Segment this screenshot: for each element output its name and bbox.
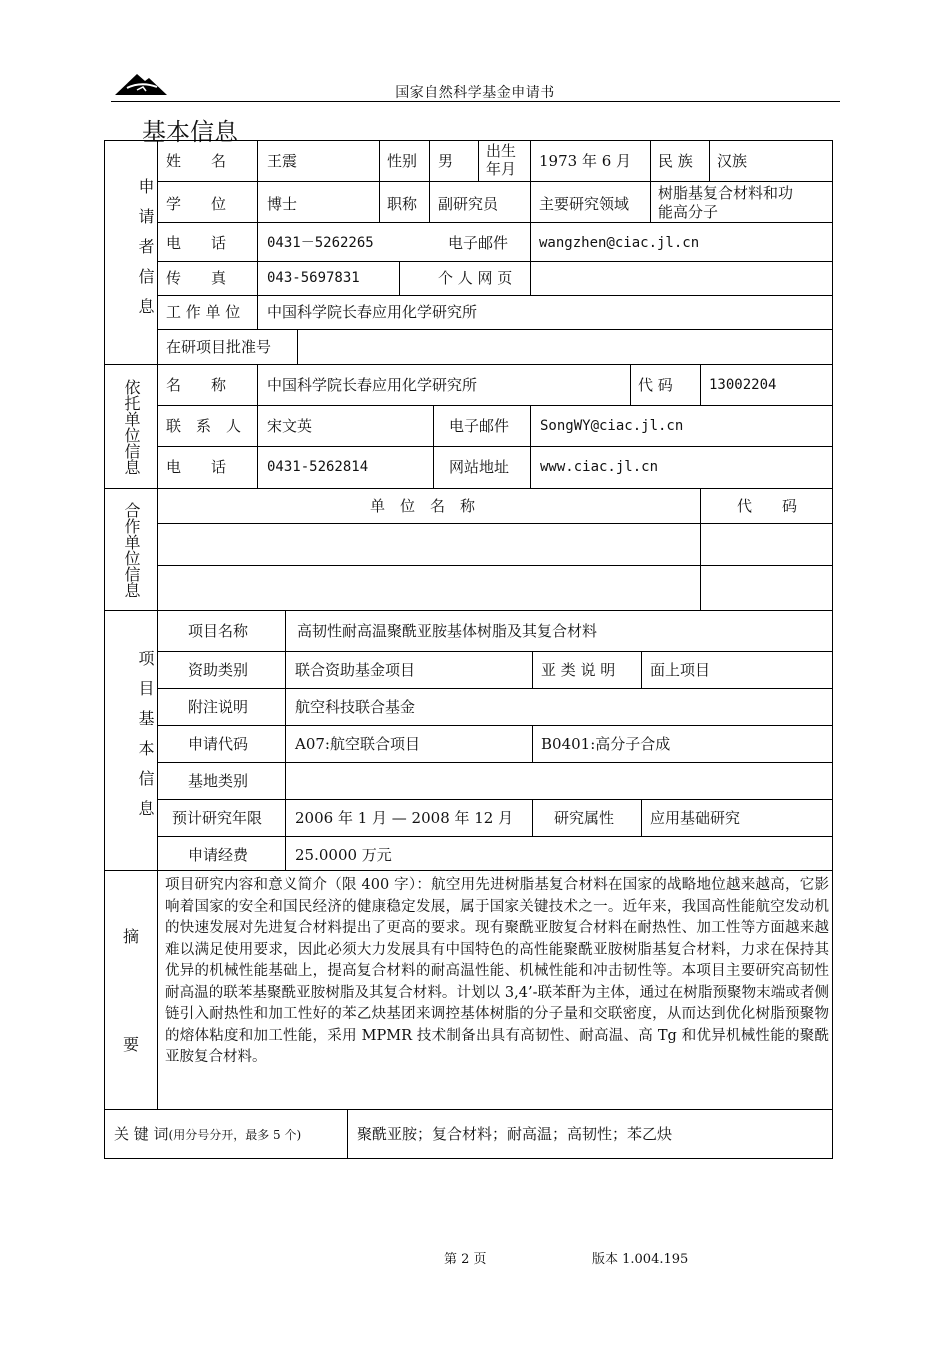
project-name-label: 项目名称: [188, 622, 249, 640]
project-attribute: 应用基础研究: [650, 809, 741, 827]
keywords-value: 聚酰亚胺；复合材料；耐高温；高韧性；苯乙炔: [357, 1125, 673, 1143]
header-title: 国家自然科学基金申请书: [395, 85, 555, 101]
institution-website-label: 网站地址: [449, 458, 510, 476]
institution-contact: 宋文英: [267, 417, 313, 435]
applicant-name: 王震: [267, 152, 298, 170]
project-period: 2006 年 1 月 — 2008 年 12 月: [295, 809, 514, 827]
institution-name: 中国科学院长春应用化学研究所: [267, 376, 478, 394]
partners-group-label: 合作单位信息: [122, 502, 141, 598]
abstract-label-top: 摘: [123, 927, 140, 946]
institution-code: 13002204: [709, 377, 777, 393]
applicant-phone-label: 电 话: [166, 234, 227, 252]
abstract-heading: 项目研究内容和意义简介（限 400 字）: [165, 877, 417, 893]
applicant-field-line-1: 树脂基复合材料和功: [658, 184, 794, 202]
institution-code-label: 代 码: [638, 376, 673, 394]
applicant-workplace: 中国科学院长春应用化学研究所: [267, 303, 478, 321]
applicant-field-label: 主要研究领域: [539, 195, 630, 213]
project-note-label: 附注说明: [188, 698, 249, 716]
applicant-email-label: 电子邮件: [448, 234, 509, 252]
keywords-label: 关 键 词(用分号分开，最多 5 个): [114, 1125, 302, 1143]
institution-group-label: 依托单位信息: [122, 379, 141, 475]
applicant-title-label: 职称: [387, 195, 418, 213]
applicant-field-line-2: 能高分子: [658, 203, 719, 221]
abstract-body: ：航空用先进树脂基复合材料在国家的战略地位越来越高，它影响着国家的安全和国民经济的健康稳定发展，属于国家关键技术之一。近年来，我国高性能航空发动机的快速发展对先进复合材料提出了更高的要求。现有聚酰亚胺复合材料在耐热性、加工性等方面越来越难以满足使用要求，因此必须大力发展具有中国特色的高性能聚酰亚胺树脂基复合材料，力求在保持其优异的机械性能基础上，提高复合材料的耐高温性能、机械性能和冲击韧性等。本项目主要研究高韧性耐高温的联苯基聚酰亚胺树脂及其复合材料。计划以 3,4’-联苯酐为主体，通过在树脂预聚物末端或者侧链引入耐热性和加工性好的苯乙炔基团来调控基体树脂的分子量和交联密度，从而达到优化树脂预聚物的熔体粘度和加工性能，采用 MPMR 技术制备出具有高韧性、耐高温、高 Tg 和优异机械性能的聚酰亚胺复合材料。: [165, 877, 829, 1065]
applicant-group-label: 申请者信息: [136, 178, 155, 328]
institution-website: www.ciac.jl.cn: [540, 459, 659, 475]
applicant-birth-label-2: 年月: [486, 160, 517, 178]
project-group-label: 项目基本信息: [136, 650, 155, 830]
applicant-name-label: 姓 名: [166, 152, 227, 170]
institution-name-label: 名 称: [166, 376, 227, 394]
applicant-fax: 043-5697831: [267, 270, 360, 286]
project-subclass-label: 亚 类 说 明: [541, 661, 616, 679]
project-base-label: 基地类别: [188, 772, 249, 790]
applicant-ethnicity-label: 民 族: [658, 152, 693, 170]
project-funding-label: 资助类别: [188, 661, 249, 679]
applicant-email: wangzhen@ciac.jl.cn: [539, 235, 700, 251]
abstract-label-bottom: 要: [123, 1035, 140, 1054]
applicant-title: 副研究员: [438, 195, 499, 213]
applicant-gender: 男: [438, 152, 454, 170]
applicant-phone: 0431－5262265: [267, 235, 374, 251]
applicant-workplace-label: 工 作 单 位: [166, 303, 241, 321]
applicant-block: [104, 140, 833, 365]
institution-email-label: 电子邮件: [449, 417, 510, 435]
abstract-text: [165, 875, 829, 1069]
project-code-label: 申请代码: [188, 735, 249, 753]
project-budget: 25.0000 万元: [295, 846, 392, 864]
project-note: 航空科技联合基金: [295, 698, 416, 716]
applicant-birth-label-1: 出生: [486, 142, 517, 160]
institution-phone: 0431-5262814: [267, 459, 369, 475]
institution-phone-label: 电 话: [166, 458, 227, 476]
footer-version: 版本 1.004.195: [592, 1252, 689, 1267]
applicant-fax-label: 传 真: [166, 269, 227, 287]
institution-email: SongWY@ciac.jl.cn: [540, 418, 684, 434]
applicant-degree: 博士: [267, 195, 298, 213]
header-rule: [111, 101, 840, 102]
project-subclass: 面上项目: [650, 661, 711, 679]
project-period-label: 预计研究年限: [172, 809, 263, 827]
project-attribute-label: 研究属性: [554, 809, 615, 827]
section-title: 基本信息: [142, 118, 238, 146]
partners-name-header: 单 位 名 称: [370, 497, 476, 515]
project-budget-label: 申请经费: [188, 846, 249, 864]
institution-contact-label: 联 系 人: [166, 417, 242, 435]
project-code-1: A07:航空联合项目: [295, 735, 420, 753]
applicant-homepage-label: 个 人 网 页: [438, 269, 513, 287]
application-form: [104, 140, 833, 1160]
project-code-2: B0401:高分子合成: [541, 735, 671, 753]
applicant-ethnicity: 汉族: [717, 152, 748, 170]
applicant-degree-label: 学 位: [166, 195, 227, 213]
keywords-hint: (用分号分开，最多 5 个): [168, 1128, 302, 1142]
applicant-gender-label: 性别: [387, 152, 418, 170]
partners-code-header: 代 码: [737, 497, 798, 515]
project-name: 高韧性耐高温聚酰亚胺基体树脂及其复合材料: [297, 622, 598, 640]
project-funding: 联合资助基金项目: [295, 661, 416, 679]
applicant-birth: 1973 年 6 月: [539, 152, 632, 170]
footer-page: 第 2 页: [444, 1252, 487, 1267]
applicant-ongoing-label: 在研项目批准号: [166, 338, 272, 356]
